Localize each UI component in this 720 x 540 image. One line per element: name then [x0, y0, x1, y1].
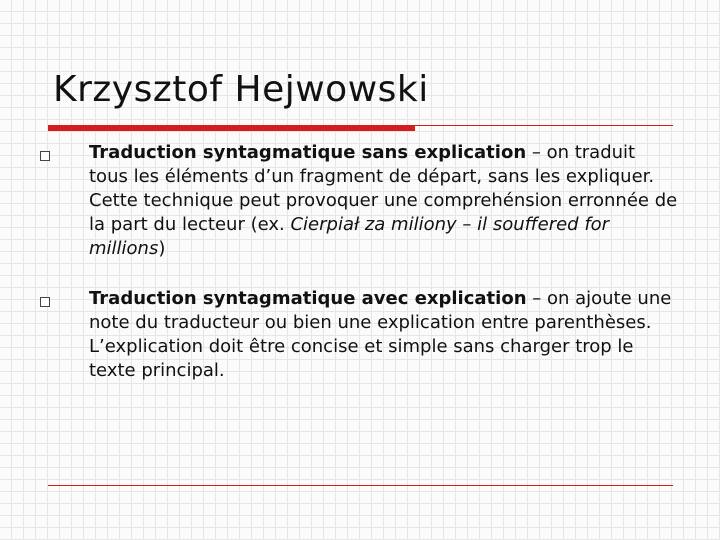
bullet-example: Cierpiał za miliony – il souffered for millions: [89, 214, 610, 259]
title-underline-thin: [415, 125, 673, 126]
bullet-term: Traduction syntagmatique sans explication: [89, 142, 527, 163]
bullet-term: Traduction syntagmatique avec explication: [89, 288, 527, 309]
bullet-item-sans-explication: [89, 141, 679, 261]
bullet-close: ): [158, 238, 166, 259]
title-underline-thick: [48, 125, 415, 131]
square-bullet-icon: [40, 151, 50, 161]
bullet-item-avec-explication: [89, 287, 679, 383]
slide-title: Krzysztof Hejwowski: [53, 69, 429, 110]
footer-divider: [48, 485, 673, 486]
bullet-text: – on ajoute une note du traducteur ou bien une explication entre parenthèses. L’explication doit être concise et simple sans charger trop le texte principal.: [89, 288, 672, 381]
bullet-text: – on traduit tous les éléments d’un fragment de départ, sans les expliquer. Cette technique peut provoquer une comprehénsion erronnée de la part du lecteur (ex.: [89, 142, 678, 235]
square-bullet-icon: [40, 297, 50, 307]
